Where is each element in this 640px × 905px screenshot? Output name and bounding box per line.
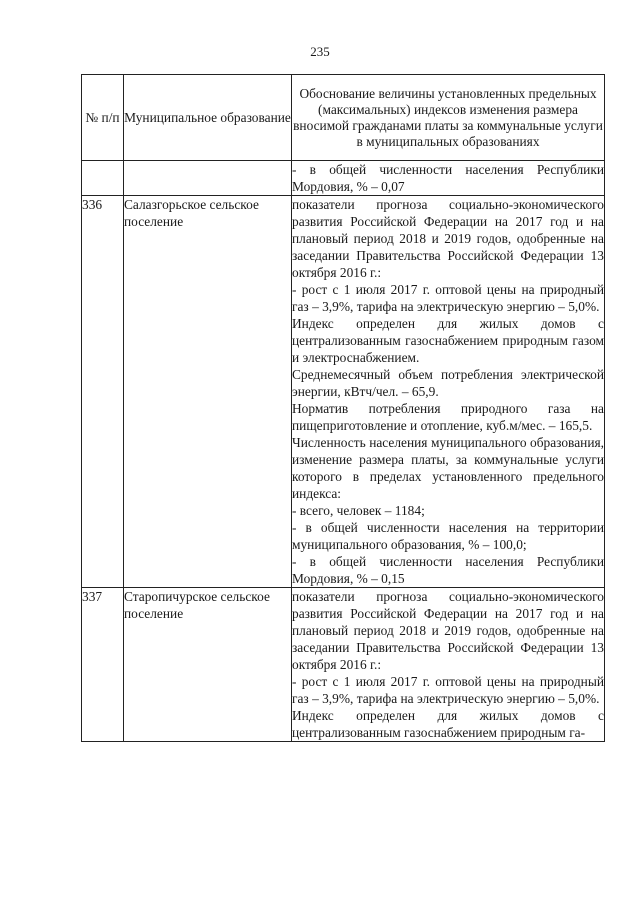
row-number: 336 [82, 196, 124, 588]
table-row [82, 588, 605, 742]
header-municipality: Муниципальное образование [124, 75, 292, 161]
table-header-row [82, 75, 605, 161]
paragraph: показатели прогноза социально-экономического развития Российской Федерации на 2017 год и на плановый период 2018 и 2019 годов, одобренные на заседании Правительства Российской Федерации 13 октября 2016 г.: [292, 197, 604, 280]
continuation-paragraph: - в общей численности населения Республики Мордовия, % – 0,07 [292, 162, 604, 194]
paragraph: - в общей численности населения на территории муниципального образования, % – 100,0; [292, 520, 604, 552]
paragraph: показатели прогноза социально-экономического развития Российской Федерации на 2017 год и на плановый период 2018 и 2019 годов, одобренные на заседании Правительства Российской Федерации 13 октября 2016 г.: [292, 589, 604, 672]
continuation-number-cell [82, 161, 124, 196]
header-justification: Обоснование величины установленных предельных (максимальных) индексов изменения размера вносимой гражданами платы за коммунальные услуги в муниципальных образованиях [292, 75, 605, 161]
justification-cell [292, 588, 605, 742]
paragraph: - всего, человек – 1184; [292, 503, 425, 518]
paragraph: - рост с 1 июля 2017 г. оптовой цены на природный газ – 3,9%, тарифа на электрическую энергию – 5,0%. [292, 282, 604, 314]
paragraph: - в общей численности населения Республики Мордовия, % – 0,15 [292, 554, 604, 586]
paragraph: Среднемесячный объем потребления электрической энергии, кВтч/чел. – 65,9. [292, 367, 604, 399]
continuation-row [82, 161, 605, 196]
paragraph: Индекс определен для жилых домов с централизованным газоснабжением природным га- [292, 708, 604, 740]
table-row [82, 196, 605, 588]
header-number: № п/п [82, 75, 124, 161]
justification-cell [292, 196, 605, 588]
continuation-text-cell [292, 161, 605, 196]
row-number: 337 [82, 588, 124, 742]
paragraph: Норматив потребления природного газа на пищеприготовление и отопление, куб.м/мес. – 165,5. [292, 401, 604, 433]
paragraph: Индекс определен для жилых домов с централизованным газоснабжением природным газом и электроснабжением. [292, 316, 604, 365]
paragraph: Численность населения муниципального образования, изменение размера платы, за коммунальные услуги которого в пределах установленного предельного индекса: [292, 435, 604, 501]
municipality-name: Салазгорьское сельское поселение [124, 196, 292, 588]
municipality-name: Старопичурское сельское поселение [124, 588, 292, 742]
page-number: 235 [310, 44, 330, 59]
tariff-index-table [81, 74, 605, 742]
continuation-municipality-cell [124, 161, 292, 196]
paragraph: - рост с 1 июля 2017 г. оптовой цены на природный газ – 3,9%, тарифа на электрическую энергию – 5,0%. [292, 674, 604, 706]
